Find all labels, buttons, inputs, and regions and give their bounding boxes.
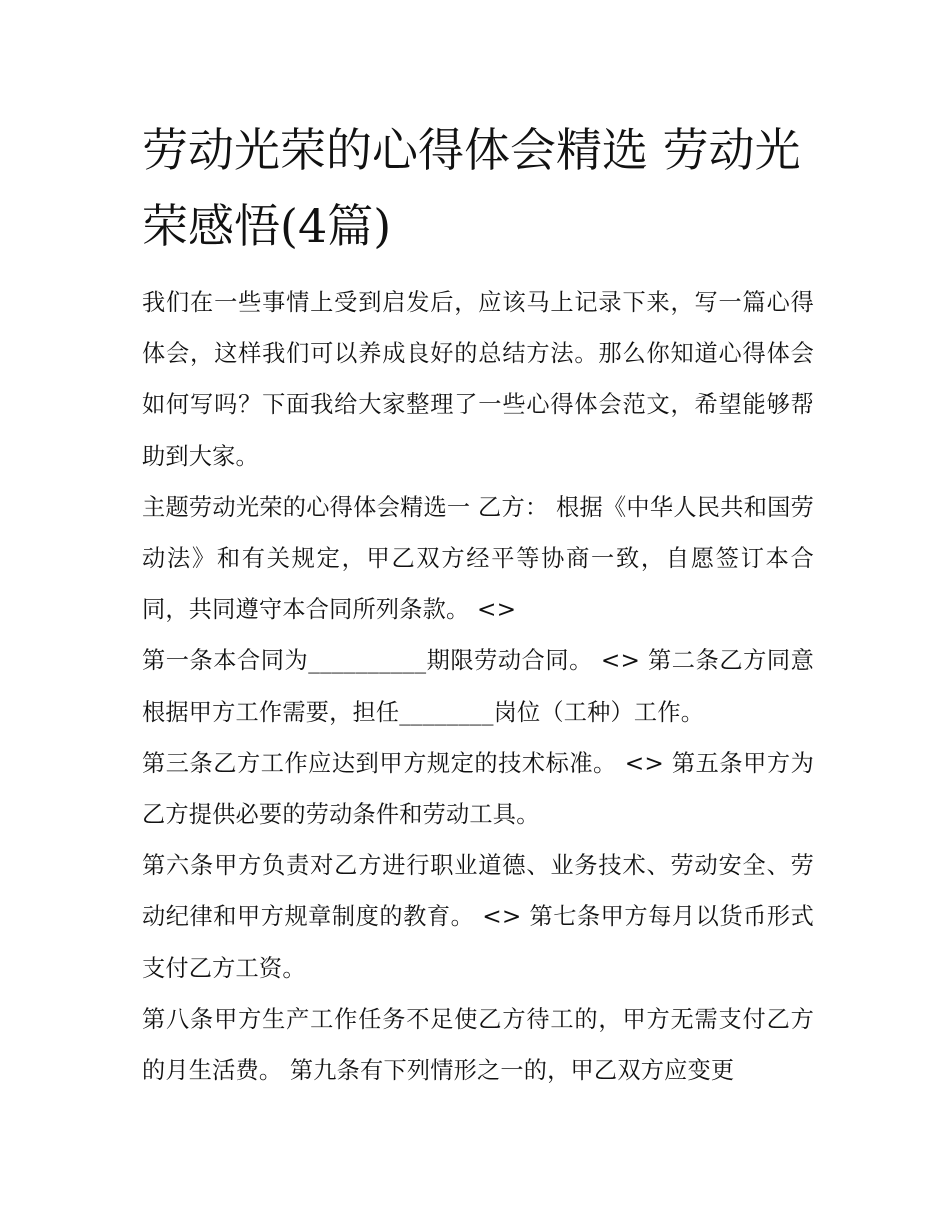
paragraph-article-1-2: 第一条本合同为__________期限劳动合同。 <> 第二条乙方同意根据甲方工作需要，担任________岗位（工种）工作。 xyxy=(142,647,814,726)
paragraph-intro: 我们在一些事情上受到启发后，应该马上记录下来，写一篇心得体会，这样我们可以养成良好的总结方法。那么你知道心得体会如何写吗？下面我给大家整理了一些心得体会范文，希望能够帮助到大家。 xyxy=(142,289,814,470)
document-body xyxy=(142,277,814,1096)
document-title: 劳动光荣的心得体会精选 劳动光荣感悟(4篇) xyxy=(142,123,801,253)
paragraph-article-8-9: 第八条甲方生产工作任务不足使乙方待工的，甲方无需支付乙方的月生活费。 第九条有下列情形之一的，甲乙双方应变更 xyxy=(142,1005,814,1085)
paragraph-article-6-7: 第六条甲方负责对乙方进行职业道德、业务技术、劳动安全、劳动纪律和甲方规章制度的教育。 <> 第七条甲方每月以货币形式支付乙方工资。 xyxy=(142,852,814,982)
paragraph-article-3-5: 第三条乙方工作应达到甲方规定的技术标准。 <> 第五条甲方为乙方提供必要的劳动条件和劳动工具。 xyxy=(142,749,814,829)
paragraph-topic: 主题劳动光荣的心得体会精选一 乙方： 根据《中华人民共和国劳动法》和有关规定，甲乙双方经平等协商一致，自愿签订本合同，共同遵守本合同所列条款。 <> xyxy=(142,493,814,624)
